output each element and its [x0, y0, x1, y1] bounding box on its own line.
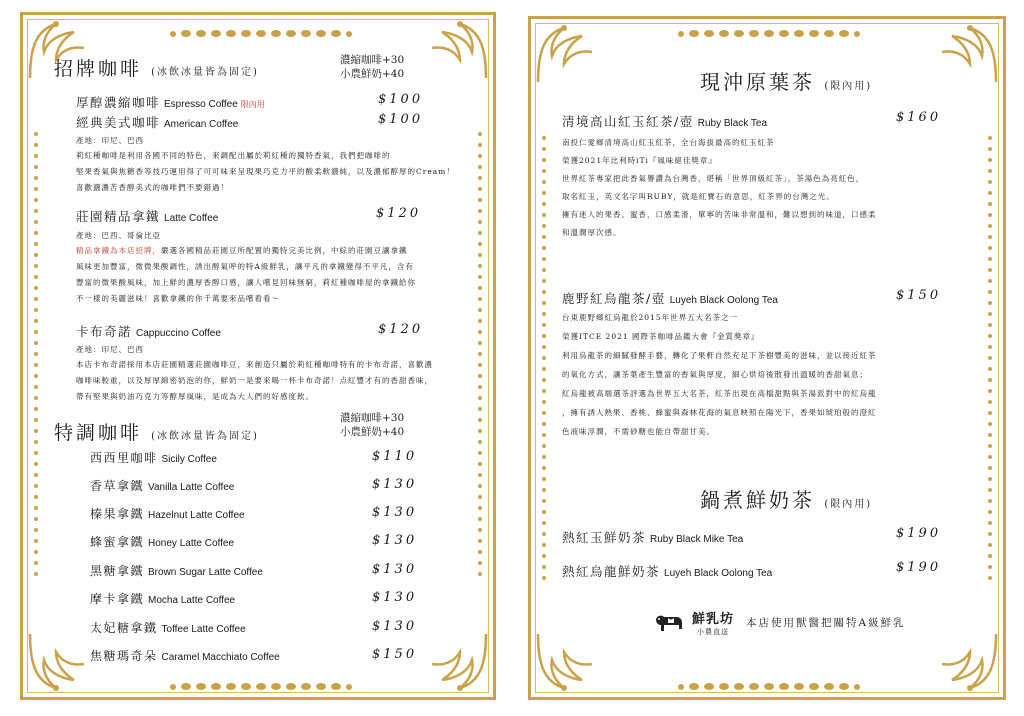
menu-item-toffee-latte: 太妃糖拿鐵 Toffee Latte Coffee [90, 621, 246, 635]
menu-item-sicily: 西西里咖啡 Sicily Coffee [90, 451, 217, 465]
price-ruby-tea: $160 [896, 110, 942, 125]
menu-item-hazelnut-latte: 榛果拿鐵 Hazelnut Latte Coffee [90, 507, 245, 521]
addon-milk: 小農鮮奶+40 [340, 68, 405, 80]
logo-sub-text: 小農直送 [697, 628, 729, 636]
cow-icon [652, 611, 686, 635]
menu-item-caramel-macchiato: 焦糖瑪奇朵 Caramel Macchiato Coffee [90, 649, 280, 663]
signature-addons [340, 53, 404, 81]
price-honey-latte: $130 [372, 533, 418, 548]
description-3: 本店卡布奇諾採用本店莊園精選莊園咖啡豆，來創造只屬於莉紅種咖啡特有的卡布奇諾，喜歡濃 咖啡味較重，以及厚厚綿密奶泡的你，鮮奶一是要來喝一杯卡布奇諾！点紅豐才有的香甜香味， 帶有堅果與奶油巧克力等醇厚風味，是成為大人們的好感度飲。 [76, 360, 433, 401]
menu-item-espresso: 厚醇濃縮咖啡 Espresso Coffee 限內用 [76, 95, 265, 110]
price-americano: $100 [378, 112, 424, 127]
menu-item-brown-sugar-latte: 黑糖拿鐵 Brown Sugar Latte Coffee [90, 564, 263, 578]
special-addons [340, 411, 404, 439]
origin-2: 產地：巴西、哥倫比亞 [76, 231, 161, 240]
right-dot-border-r [988, 136, 992, 580]
right-menu-page [528, 16, 1006, 700]
section-title-signature [54, 54, 259, 81]
oolong-tea-description: 台東鹿野鄉紅烏龍於2015年世界五大名茶之一 榮獲ITCE 2021 國際茶咖啡品鑑大會『金質獎章』 利用烏龍茶的細膩發酵手藝，轉化了果軒自然充足下茶樹豐美的滋味，並以接近紅茶 的氧化方式，讓茶葉產生豐富的香氣與厚度，細心烘焙後散發出溫暖的香甜氣息； 紅烏龍被高端選茶評選為世界五大名茶，紅茶出現在高檔甜點與茶湯派對中的紅烏龍 ，擁有誘人熟果、香桃、蜂蜜與森林花海的氣息映照在陽光下，香果如琥珀般的澄紅 色液味淳潤，不需砂糖也能自帶甜甘美。 [562, 313, 877, 436]
ornament-bottom-left-icon [26, 630, 90, 694]
addon-espresso: 濃縮咖啡+30 [340, 54, 405, 66]
special-note: (冰飲冰量皆為固定) [151, 431, 259, 442]
price-espresso: $100 [378, 92, 424, 107]
top-dot-border-r [678, 30, 860, 37]
footer-text: 本店使用獸醫把關特A級鮮乳 [746, 617, 906, 629]
top-dot-border [170, 30, 352, 37]
milk-supplier-logo [652, 608, 906, 637]
left-dot-border-r [542, 136, 546, 580]
menu-item-americano: 經典美式咖啡 American Coffee [76, 115, 239, 130]
addon-milk-2: 小農鮮奶+40 [340, 426, 405, 438]
ornament-top-left-icon-r [534, 22, 598, 86]
ornament-bottom-right-icon [426, 630, 490, 694]
price-oolong-milk-tea: $190 [896, 560, 942, 575]
bottom-dot-border [170, 683, 352, 690]
right-dot-border [478, 132, 482, 576]
description-1: 莉紅種咖啡是利用各國不同的特色，來調配出屬於莉紅種的獨特香氣，我們把咖啡的 堅果香氣與焦糖香等技巧運用得了可可味來呈現果巧克力平的酸柔軟濃純，以及濃郁醇厚的Cream！ 喜歡濃濃苦香醇美式的咖啡們不要錯過！ [76, 151, 455, 192]
price-mocha-latte: $130 [372, 590, 418, 605]
tea-title-text: 現沖原葉茶 [700, 70, 815, 94]
signature-note: (冰飲冰量皆為固定) [151, 67, 259, 78]
signature-title-text: 招牌咖啡 [54, 58, 143, 80]
milk-tea-title-text: 鍋煮鮮奶茶 [700, 488, 815, 512]
ruby-tea-description: 南投仁愛鄉清境高山紅玉紅茶，全台海拔最高的紅玉紅茶 榮獲2021年比利時iTi『風味絕佳獎章』 世界紅茶專家把此香氣譽讚為台灣香，堪稱「世界頂級紅茶」，茶湯色為亮紅色， 取名紅玉，英文名字叫RUBY，就是紅寶石的意思，紅茶界的台灣之光。 擁有迷人的果香、蜜香，口感柔滑，單寧的苦味非常溫和，難以想到的味道，口感柔 和溫潤厚次感。 [562, 138, 877, 237]
menu-item-ruby-tea: 清境高山紅玉紅茶/壺 Ruby Black Tea [562, 114, 768, 129]
price-oolong-tea: $150 [896, 288, 942, 303]
special-title-text: 特調咖啡 [54, 422, 143, 444]
section-title-milk-tea [700, 484, 872, 513]
menu-item-latte: 莊園精品拿鐵 Latte Coffee [76, 209, 219, 224]
price-cappuccino: $120 [378, 322, 424, 337]
menu-item-vanilla-latte: 香草拿鐵 Vanilla Latte Coffee [90, 479, 235, 493]
ornament-top-right-icon-r [936, 22, 1000, 86]
addon-espresso-2: 濃縮咖啡+30 [340, 412, 405, 424]
logo-main-text: 鮮乳坊 [692, 612, 735, 627]
price-caramel-macchiato: $150 [372, 647, 418, 662]
price-toffee-latte: $130 [372, 619, 418, 634]
price-hazelnut-latte: $130 [372, 505, 418, 520]
bottom-dot-border-r [678, 683, 860, 690]
price-vanilla-latte: $130 [372, 477, 418, 492]
ornament-bottom-left-icon-r [534, 630, 598, 694]
menu-item-oolong-tea: 鹿野紅烏龍茶/壺 Luyeh Black Oolong Tea [562, 291, 778, 306]
price-latte: $120 [376, 206, 422, 221]
ornament-bottom-right-icon-r [936, 630, 1000, 694]
price-sicily: $110 [372, 449, 418, 464]
ornament-top-right-icon [426, 18, 490, 82]
price-brown-sugar-latte: $130 [372, 562, 418, 577]
price-ruby-milk-tea: $190 [896, 526, 942, 541]
tea-note: (限內用) [824, 81, 873, 92]
menu-item-cappuccino: 卡布奇諾 Cappuccino Coffee [76, 324, 221, 339]
origin-3: 產地：印尼、巴西 [76, 345, 144, 354]
menu-item-honey-latte: 蜂蜜拿鐵 Honey Latte Coffee [90, 535, 235, 549]
left-menu-page [20, 12, 496, 700]
menu-item-ruby-milk-tea: 熱紅玉鮮奶茶 Ruby Black Mike Tea [562, 530, 744, 545]
section-title-tea [700, 66, 872, 95]
left-dot-border [34, 132, 38, 576]
menu-item-mocha-latte: 摩卡拿鐵 Mocha Latte Coffee [90, 592, 236, 606]
dine-in-only-tag: 限內用 [240, 100, 265, 109]
menu-item-oolong-milk-tea: 熱紅烏龍鮮奶茶 Luyeh Black Oolong Tea [562, 564, 773, 579]
section-title-special [54, 418, 259, 445]
origin-1: 產地：印尼、巴西 [76, 136, 144, 145]
description-2: 精品拿鐵為本店招牌，嚴選各國精品莊園豆所配置的獨特完美比例，中綜的莊園豆讓拿鐵 風味更加豐富，微微果酸調性，誘出醇氣呼的特A級鮮乳，讓平凡的拿鐵變得不平凡，含有 豐富的微果酸風味，加上鮮的濃厚香醇口感，讓人嚐見回味無窮，莉紅種咖啡屋的拿鐵給你 不一樣的美麗滋味！喜歡拿鐵的你千萬要來品嚐看看～ [76, 246, 416, 303]
milk-tea-note: (限內用) [824, 499, 873, 510]
